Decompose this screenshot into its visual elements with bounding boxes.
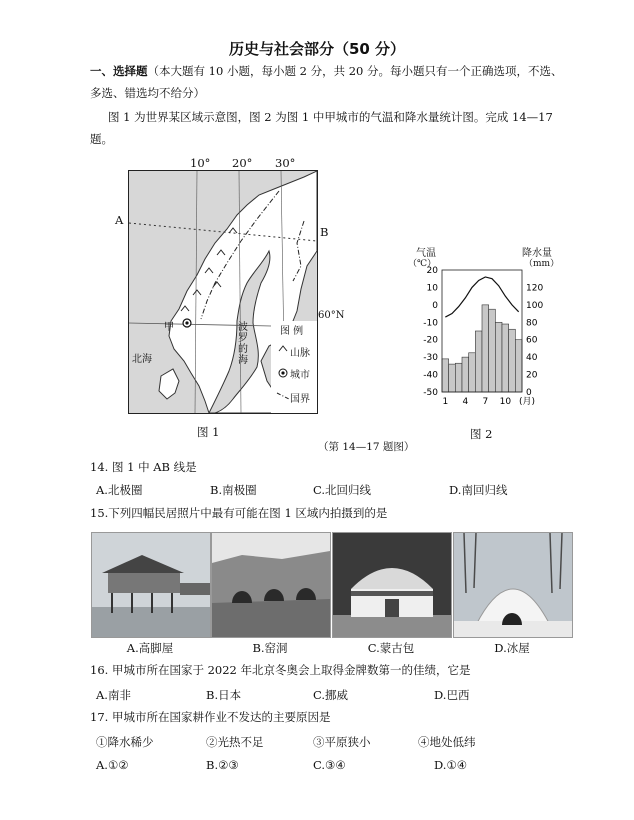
right-tick-120: 120 bbox=[526, 283, 544, 294]
q14-option-c[interactable]: C.北回归线 bbox=[313, 483, 372, 497]
precip-bar-2 bbox=[449, 364, 456, 392]
lon-label-20: 20° bbox=[232, 156, 253, 170]
q15-option-c[interactable]: C.蒙古包 bbox=[367, 641, 415, 655]
left-tick-10: 10 bbox=[426, 283, 438, 294]
lon-label-10: 10° bbox=[190, 156, 211, 170]
photo-yurt-drawing bbox=[333, 533, 451, 637]
precip-bar-11 bbox=[509, 329, 516, 392]
q17-option-c[interactable]: C.③④ bbox=[313, 758, 346, 772]
city-label: 甲 bbox=[164, 322, 174, 333]
figure-note: （第 14—17 题图） bbox=[318, 441, 415, 453]
precip-bar-10 bbox=[502, 324, 509, 392]
precip-bar-7 bbox=[482, 305, 489, 392]
photo-igloo-drawing bbox=[454, 533, 572, 637]
left-tick--20: -20 bbox=[423, 335, 438, 346]
precip-bar-8 bbox=[489, 309, 496, 392]
right-tick-80: 80 bbox=[526, 318, 538, 329]
q17-reason-4: ④地处低纬 bbox=[418, 735, 476, 749]
q14-stem: 14. 图 1 中 AB 线是 bbox=[90, 460, 197, 474]
x-axis-unit: (月) bbox=[519, 397, 536, 407]
figure1-caption: 图 1 bbox=[197, 425, 220, 439]
precip-bar-9 bbox=[495, 322, 502, 392]
q15-option-d[interactable]: D.冰屋 bbox=[494, 641, 530, 655]
right-tick-40: 40 bbox=[526, 353, 538, 364]
x-tick-7: 7 bbox=[482, 397, 489, 407]
lon-label-30: 30° bbox=[275, 156, 296, 170]
q17-option-a[interactable]: A.①② bbox=[96, 758, 129, 772]
q16-stem: 16. 甲城市所在国家于 2022 年北京冬奥会上取得金牌数第一的佳绩，它是 bbox=[90, 663, 471, 677]
q15-option-a[interactable]: A.高脚屋 bbox=[126, 641, 174, 655]
q17-reason-3: ③平原狭小 bbox=[313, 735, 371, 749]
q17-option-b[interactable]: B.②③ bbox=[206, 758, 239, 772]
left-tick-0: 0 bbox=[432, 300, 438, 311]
q14-option-b[interactable]: B.南极圈 bbox=[210, 483, 257, 497]
q16-option-a[interactable]: A.南非 bbox=[96, 688, 131, 702]
gulf-label: 波罗的海 bbox=[238, 322, 248, 366]
left-tick--50: -50 bbox=[423, 388, 438, 398]
precip-bar-4 bbox=[462, 357, 469, 392]
q15-stem: 15.下列四幅民居照片中最有可能在图 1 区域内拍摄到的是 bbox=[90, 506, 388, 520]
precip-bar-3 bbox=[455, 363, 462, 392]
sea-label: 北海 bbox=[132, 354, 152, 365]
legend-border-label: 国界 bbox=[290, 394, 310, 405]
section-heading: 一、选择题 bbox=[90, 64, 148, 78]
q14-option-a[interactable]: A.北极圈 bbox=[96, 483, 143, 497]
photo-cave-dwelling-drawing bbox=[212, 533, 330, 637]
section-intro-line1: （本大题有 10 小题，每小题 2 分，共 20 分。每小题只有一个正确选项，不选、 bbox=[147, 64, 563, 78]
photo-stilt-house[interactable] bbox=[91, 532, 211, 638]
x-tick-4: 4 bbox=[462, 397, 469, 407]
page-title: 历史与社会部分（50 分） bbox=[228, 40, 406, 58]
left-tick--10: -10 bbox=[423, 318, 438, 329]
q16-option-d[interactable]: D.巴西 bbox=[434, 688, 470, 702]
context-line2: 题。 bbox=[90, 132, 113, 146]
x-tick-1: 1 bbox=[442, 397, 449, 407]
q17-reason-1: ①降水稀少 bbox=[96, 735, 154, 749]
section-intro bbox=[90, 61, 610, 81]
left-tick--40: -40 bbox=[423, 370, 438, 381]
denmark-land bbox=[159, 369, 179, 399]
q17-reason-2: ②光热不足 bbox=[206, 735, 264, 749]
precip-bar-5 bbox=[469, 353, 476, 392]
figure2-caption: 图 2 bbox=[470, 427, 493, 441]
right-tick-100: 100 bbox=[526, 300, 544, 311]
q16-option-b[interactable]: B.日本 bbox=[206, 688, 242, 702]
q14-option-d[interactable]: D.南回归线 bbox=[449, 483, 508, 497]
left-axis-title: 气温 bbox=[416, 248, 436, 259]
left-tick-20: 20 bbox=[426, 266, 438, 276]
legend-mountain-label: 山脉 bbox=[290, 348, 310, 359]
photo-yurt[interactable] bbox=[332, 532, 452, 638]
q17-option-d[interactable]: D.①④ bbox=[434, 758, 468, 772]
left-tick--30: -30 bbox=[423, 353, 438, 364]
section-intro-line2: 多选、错选均不给分） bbox=[90, 86, 205, 100]
right-axis-unit: （mm） bbox=[524, 259, 560, 269]
right-tick-0: 0 bbox=[526, 388, 532, 398]
map-drawing bbox=[129, 171, 317, 413]
photo-igloo[interactable] bbox=[453, 532, 573, 638]
precip-bar-12 bbox=[515, 340, 522, 392]
right-tick-60: 60 bbox=[526, 335, 538, 346]
lat-label: 60°N bbox=[318, 310, 345, 321]
q17-stem: 17. 甲城市所在国家耕作业不发达的主要原因是 bbox=[90, 710, 331, 724]
q15-option-b[interactable]: B.窑洞 bbox=[252, 641, 288, 655]
figure2-chart bbox=[398, 244, 568, 424]
precip-bar-1 bbox=[442, 359, 449, 392]
right-tick-20: 20 bbox=[526, 370, 538, 381]
right-axis-title: 降水量 bbox=[522, 248, 552, 259]
climate-svg bbox=[398, 264, 568, 424]
photo-cave-dwelling[interactable] bbox=[211, 532, 331, 638]
precip-bar-6 bbox=[475, 331, 482, 392]
photo-stilt-house-drawing bbox=[92, 533, 210, 637]
left-axis-unit: （℃） bbox=[408, 259, 437, 269]
context-line1: 图 1 为世界某区域示意图，图 2 为图 1 中甲城市的气温和降水量统计图。完成 14—17 bbox=[108, 110, 553, 124]
label-a: A bbox=[115, 213, 124, 227]
legend-title: 图 例 bbox=[280, 326, 304, 337]
legend-city-label: 城市 bbox=[290, 370, 310, 381]
label-b: B bbox=[320, 225, 329, 239]
x-tick-10: 10 bbox=[499, 397, 512, 407]
q16-option-c[interactable]: C.挪威 bbox=[313, 688, 349, 702]
